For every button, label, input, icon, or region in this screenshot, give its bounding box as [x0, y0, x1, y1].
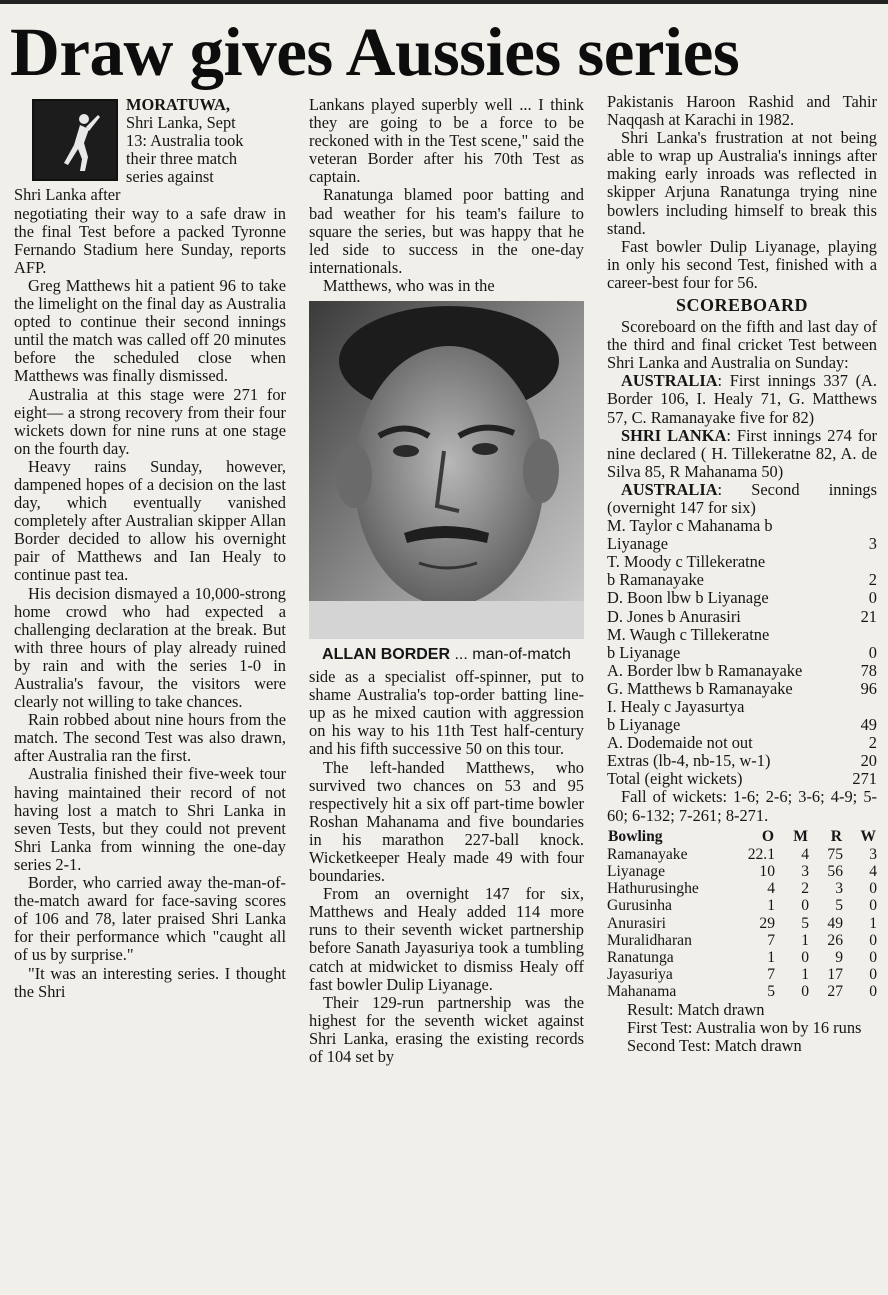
overs: 1	[767, 897, 775, 915]
column-1	[14, 96, 286, 1001]
lead-paragraph: negotiating their way to a safe draw in the final Test before a packed Tyronne Fernando Stadium here Sunday, reports AFP.	[14, 203, 286, 277]
article-paragraph: Rain robbed about nine hours from the match. The second Test was also drawn, after Australia ran the first.	[14, 710, 286, 766]
batting-row	[607, 608, 877, 626]
bowling-row	[607, 949, 877, 966]
runs: 49	[827, 914, 843, 932]
wickets: 1	[869, 914, 877, 932]
maidens: 3	[801, 863, 809, 881]
wickets-header: W	[860, 827, 876, 845]
maidens: 1	[801, 931, 809, 949]
batting-dismissal: b Liyanage	[607, 642, 681, 662]
bowling-row	[607, 880, 877, 897]
lead-line: Shri Lanka after	[14, 185, 121, 205]
batting-line: M. Waugh c Tillekeratne	[607, 624, 770, 644]
second-test-result: Second Test: Match drawn	[627, 1035, 802, 1055]
article-paragraph: From an overnight 147 for six, Matthews and Healy added 114 more runs to their seventh wicket partnership before Sanath Jayasuriya took a tumbling catch at midwicket to dismiss Healy off fast bowler Dulip Liyanage.	[309, 884, 584, 994]
innings-text: : Second innings (overnight 147 for six)	[607, 479, 877, 517]
article-paragraph: Heavy rains Sunday, however, dampened hopes of a decision on the last day, which eventually vanished completely after Australian skipper Allan Border decided to allow his overnight pair of Matthews and Ian Healy to continue past tea.	[14, 456, 286, 585]
article-paragraph: Shri Lanka's frustration at not being able to wrap up Australia's innings after making early inroads was reflected in skipper Arjuna Ranatunga trying nine bowlers including himself to break this stand.	[607, 128, 877, 238]
batting-batsman: A. Border lbw b Ramanayake	[607, 660, 803, 680]
photo-caption	[309, 645, 584, 664]
article-paragraph: Border, who carried away the-man-of-the-match award for face-saving scores of 106 and 78, later praised Shri Lanka for their performance which "caught all of us by surprise."	[14, 873, 286, 965]
wickets: 0	[869, 931, 877, 949]
bowler-name: Hathurusinghe	[607, 880, 699, 898]
batting-runs: 271	[852, 769, 877, 789]
shri-lanka-first-innings	[607, 427, 877, 481]
article-paragraph: Matthews, who was in the	[323, 275, 495, 295]
overs: 29	[759, 914, 775, 932]
bowling-row	[607, 863, 877, 880]
maidens: 0	[801, 983, 809, 1001]
bowling-row	[607, 983, 877, 1000]
runs: 9	[835, 949, 843, 967]
overs: 10	[759, 863, 775, 881]
scoreboard-intro: Scoreboard on the fifth and last day of the third and final cricket Test between Shri Lanka and Australia on Sunday:	[607, 317, 877, 373]
batting-runs: 49	[860, 715, 877, 735]
fall-of-wickets: Fall of wickets: 1-6; 2-6; 3-6; 4-9; 5-60; 6-132; 7-261; 8-271.	[607, 787, 877, 825]
runs: 26	[827, 931, 843, 949]
wickets: 0	[869, 949, 877, 967]
article-paragraph: His decision dismayed a 10,000-strong home crowd who had expected a challenging declaration at the break. But with three hours of play already ruined by rain and with the series 1-0 in Australia's favour, the visitors were clearly not willing to take chances.	[14, 583, 286, 712]
bowling-table	[607, 827, 877, 1001]
batting-runs: 0	[868, 588, 877, 608]
batting-runs: 3	[868, 534, 877, 554]
allan-border-photo	[309, 301, 584, 639]
batting-line: T. Moody c Tillekeratne	[607, 552, 766, 572]
wickets: 0	[869, 966, 877, 984]
batting-runs: 0	[868, 642, 877, 662]
batting-line: I. Healy c Jayasurtya	[607, 697, 745, 716]
article-paragraph: Australia finished their five-week tour having maintained their record of not having lost a match to Shri Lanka in seven Tests, but they could not prevent Shri Lanka from winning the one-day series 2-1.	[14, 764, 286, 874]
innings-text: : First innings 337 (A. Border 106, I. Healy 71, G. Matthews 57, C. Ramanayake five for 82)	[607, 371, 877, 427]
article-paragraph: "It was an interesting series. I thought the Shri	[14, 963, 286, 1001]
batting-batsman: D. Boon lbw b Liyanage	[607, 588, 769, 608]
batting-row	[607, 589, 877, 607]
batting-runs: 2	[868, 570, 877, 590]
bowling-header: Bowling	[608, 827, 663, 845]
runs: 5	[835, 897, 843, 915]
maidens: 4	[801, 845, 809, 863]
scoreboard-title: SCOREBOARD	[675, 295, 809, 316]
bowling-row	[607, 897, 877, 914]
overs: 7	[767, 931, 775, 949]
maidens: 1	[801, 966, 809, 984]
caption-name: ALLAN BORDER	[322, 646, 451, 664]
team-label: AUSTRALIA	[621, 479, 718, 499]
batting-runs: 20	[860, 751, 877, 771]
batting-line: M. Taylor c Mahanama b	[607, 516, 773, 536]
overs: 1	[767, 949, 775, 967]
article-paragraph: Pakistanis Haroon Rashid and Tahir Naqqash at Karachi in 1982.	[607, 92, 877, 130]
maidens: 0	[801, 949, 809, 967]
batting-row	[607, 770, 877, 788]
batting-dismissal: b Liyanage	[607, 715, 681, 735]
batting-row	[607, 571, 877, 589]
bowler-name: Ranatunga	[607, 949, 674, 967]
article-paragraph: Fast bowler Dulip Liyanage, playing in only his second Test, finished with a career-best four for 56.	[607, 236, 877, 292]
article-paragraph: Ranatunga blamed poor batting and bad weather for his team's failure to square the series, but was happy that he led side to success in the one-day internationals.	[309, 185, 584, 277]
article-paragraph: The left-handed Matthews, who survived two chances on 53 and 95 respectively hit a six off part-time bowler Roshan Mahanama and five boundaries in his marathon 227-ball knock. Wicketkeeper Healy made 49 with four boundaries.	[309, 757, 584, 886]
runs: 56	[827, 863, 843, 881]
first-test-result: First Test: Australia won by 16 runs	[627, 1017, 862, 1037]
australia-second-innings	[607, 481, 877, 517]
article-paragraph: side as a specialist off-spinner, put to shame Australia's top-order batting line-up as he mixed caution with aggression on his way to his 11th Test half-century and his fifth successive 50 on this tour.	[309, 667, 584, 759]
batting-batsman: Total (eight wickets)	[607, 769, 743, 789]
runs: 27	[827, 983, 843, 1001]
batting-row	[607, 716, 877, 734]
column-3	[607, 93, 877, 1055]
batting-dismissal: Liyanage	[607, 534, 668, 554]
australia-first-innings	[607, 372, 877, 426]
runs: 3	[835, 880, 843, 898]
batting-row	[607, 680, 877, 698]
overs: 22.1	[747, 845, 775, 863]
batting-runs: 78	[860, 660, 877, 680]
article-paragraph: Australia at this stage were 271 for eight— a strong recovery from their four wickets down for nine runs at one stage on the fourth day.	[14, 384, 286, 458]
article-paragraph: Greg Matthews hit a patient 96 to take the limelight on the final day as Australia opted to continue their second innings until the match was called off 20 minutes before the scheduled close when Matthews was finally dismissed.	[14, 275, 286, 386]
batting-batsman: G. Matthews b Ramanayake	[607, 678, 793, 698]
wickets: 4	[869, 863, 877, 881]
bowler-name: Gurusinha	[607, 897, 672, 915]
bowling-row	[607, 932, 877, 949]
bowling-header-row	[607, 827, 877, 846]
bowler-name: Muralidharan	[607, 931, 692, 949]
overs: 5	[767, 983, 775, 1001]
batting-row	[607, 535, 877, 553]
caption-text: ... man-of-match	[450, 646, 571, 664]
batting-card	[607, 517, 877, 788]
lead-line: their three match	[126, 149, 238, 169]
cricketer-logo-icon	[32, 99, 118, 181]
maidens: 5	[801, 914, 809, 932]
dateline: MORATUWA,	[126, 95, 230, 114]
article-paragraph: Their 129-run partnership was the highest for the seventh wicket against Shri Lanka, erasing the existing records of 104 set by	[309, 992, 584, 1066]
batting-runs: 96	[860, 678, 877, 698]
wickets: 0	[869, 897, 877, 915]
overs-header: O	[761, 827, 774, 845]
wickets: 0	[869, 880, 877, 898]
bowler-name: Anurasiri	[607, 914, 666, 932]
batting-batsman: A. Dodemaide not out	[607, 733, 753, 753]
bowling-row	[607, 966, 877, 983]
wickets: 3	[869, 845, 877, 863]
lead-line: series against	[126, 167, 214, 187]
batting-runs: 2	[868, 733, 877, 753]
headline: Draw gives Aussies series	[10, 14, 740, 90]
match-result: Result: Match drawn	[627, 999, 765, 1019]
lead-line: Shri Lanka, Sept	[126, 113, 236, 133]
maidens: 0	[801, 897, 809, 915]
overs: 4	[767, 880, 775, 898]
maidens: 2	[801, 880, 809, 898]
runs: 17	[827, 966, 843, 984]
batting-dismissal: b Ramanayake	[607, 570, 704, 590]
wickets: 0	[869, 983, 877, 1001]
top-rule	[0, 0, 888, 4]
innings-text: : First innings 274 for nine declared ( H. Tillekeratne 82, A. de Silva 85, R Mahanama 50)	[607, 425, 877, 481]
overs: 7	[767, 966, 775, 984]
bowling-row	[607, 846, 877, 863]
batting-row	[607, 644, 877, 662]
article-paragraph: Lankans played superbly well ... I think they are going to be a force to be reckoned with in the Test scene," said the veteran Border after his 70th Test as captain.	[309, 95, 584, 187]
column-2	[309, 96, 584, 1066]
batting-runs: 21	[860, 606, 877, 626]
batting-row	[607, 734, 877, 752]
bowling-row	[607, 915, 877, 932]
maidens-header: M	[793, 827, 808, 845]
batting-batsman: D. Jones b Anurasiri	[607, 606, 741, 626]
team-label: AUSTRALIA	[621, 371, 718, 391]
team-label: SHRI LANKA	[621, 425, 727, 445]
runs: 75	[827, 845, 843, 863]
batting-row	[607, 662, 877, 680]
runs-header: R	[830, 827, 842, 845]
bowler-name: Ramanayake	[607, 845, 688, 863]
bowler-name: Jayasuriya	[607, 966, 673, 984]
batting-row	[607, 752, 877, 770]
batting-batsman: Extras (lb-4, nb-15, w-1)	[607, 751, 771, 771]
bowler-name: Mahanama	[607, 983, 677, 1001]
lead-line: 13: Australia took	[126, 131, 244, 151]
bowler-name: Liyanage	[607, 863, 666, 881]
